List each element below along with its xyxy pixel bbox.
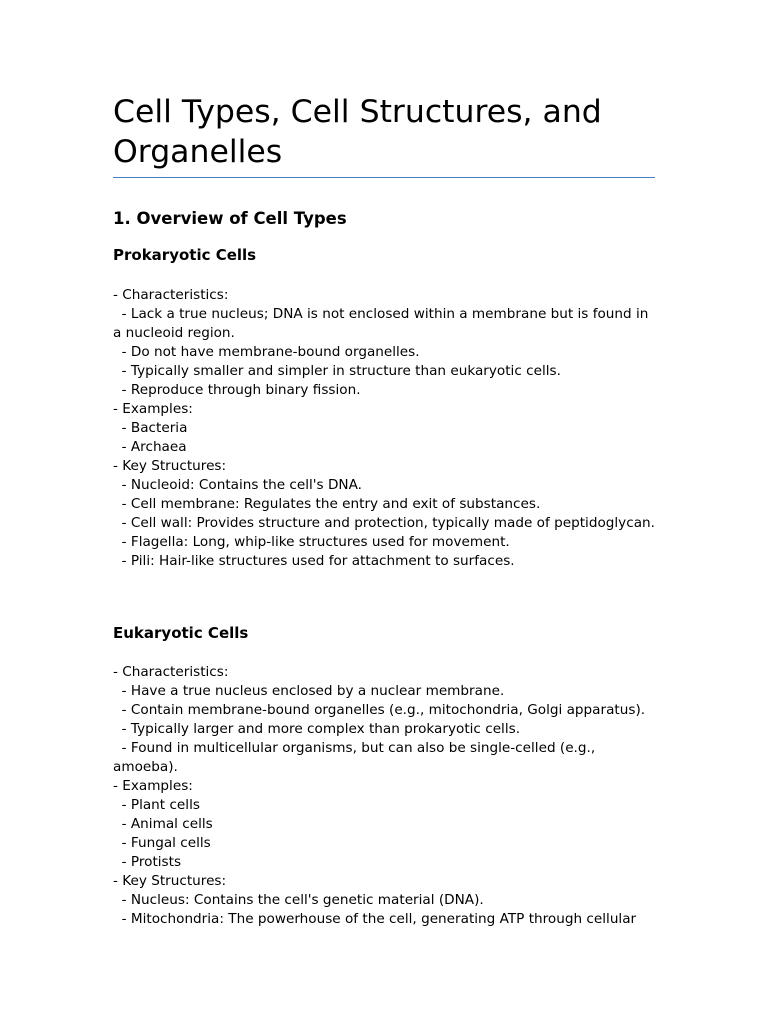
document-title: Cell Types, Cell Structures, and Organelles	[113, 94, 602, 170]
eukaryotic-body-text: - Characteristics: - Have a true nucleus enclosed by a nuclear membrane. - Contain membrane-bound organelles (e.g., mitochondria, Golgi apparatus). - Typically larger and more complex than prokaryotic cells. - Found in multicellular organisms, but can also be single-celled (e.g., amoeba). - Examples: - Plant cells - Animal cells - Fungal cells - Protists - Key Structures: - Nucleus: Contains the cell's genetic material (DNA). - Mitochondria: The powerhouse of the cell, generating ATP through cellular	[113, 664, 646, 927]
prokaryotic-body-text: - Characteristics: - Lack a true nucleus; DNA is not enclosed within a membrane but is found in a nucleoid region. - Do not have membrane-bound organelles. - Typically smaller and simpler in structure than eukaryotic cells. - Reproduce through binary fission. - Examples: - Bacteria - Archaea - Key Structures: - Nucleoid: Contains the cell's DNA. - Cell membrane: Regulates the entry and exit of substances. - Cell wall: Provides structure and protection, typically made of peptidoglycan. - Flagella: Long, whip-like structures used for movement. - Pili: Hair-like structures used for attachment to surfaces.	[113, 287, 655, 569]
section-heading-overview: 1. Overview of Cell Types	[113, 209, 347, 228]
title-divider	[113, 177, 655, 178]
subsection-heading-prokaryotic: Prokaryotic Cells	[113, 246, 257, 264]
subsection-heading-eukaryotic: Eukaryotic Cells	[113, 624, 249, 642]
